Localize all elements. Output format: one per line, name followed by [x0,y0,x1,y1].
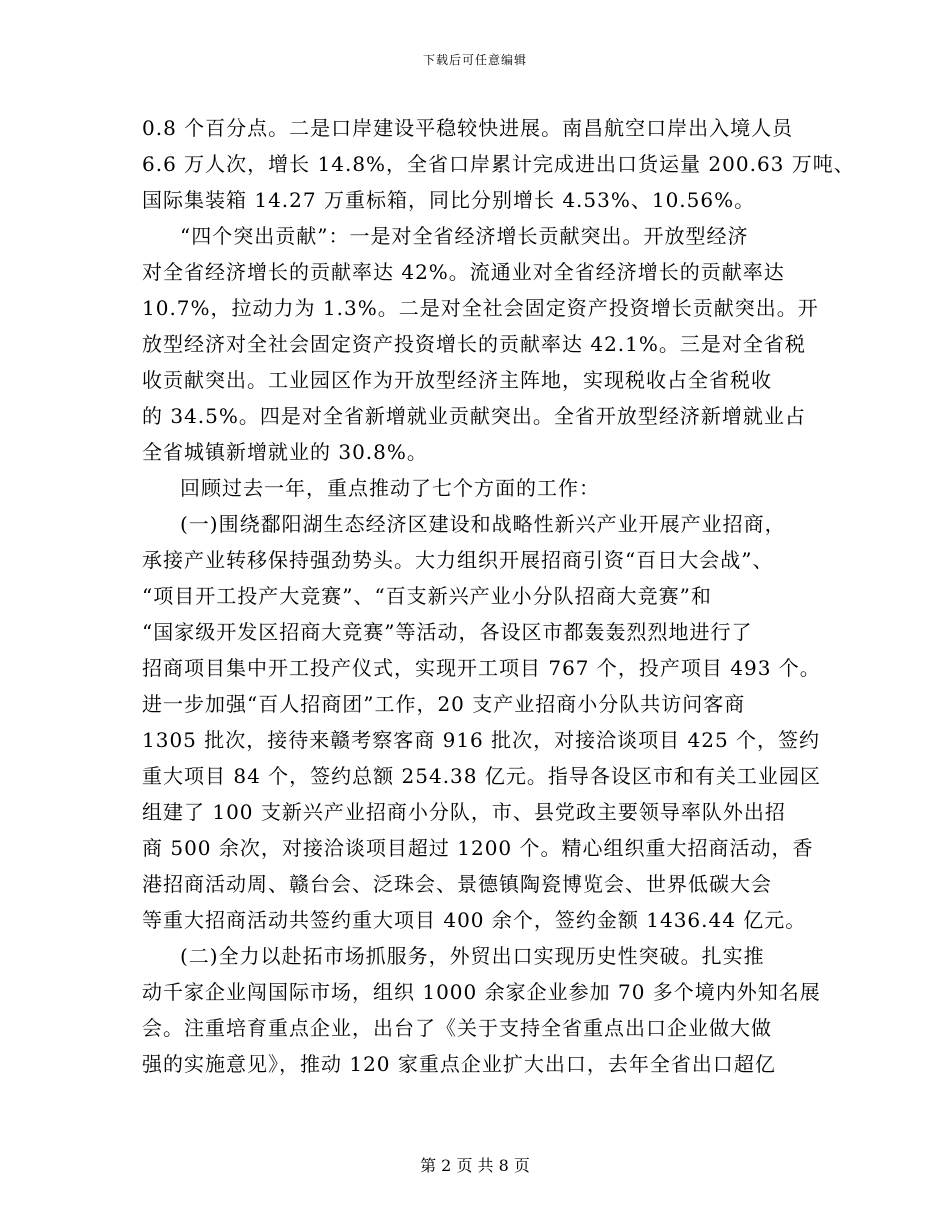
text-line: 0.8 个百分点。二是口岸建设平稳较快进展。南昌航空口岸出入境人员 [142,116,794,140]
page-header: 下载后可任意编辑 [422,53,527,67]
text-line: 动千家企业闯国际市场，组织 1000 余家企业参加 70 多个境内外知名展 [142,980,821,1004]
text-line: 承接产业转移保持强劲势头。大力组织开展招商引资“百日大会战”、 [142,548,774,572]
text-line: 会。注重培育重点企业，出台了《关于支持全省重点出口企业做大做 [142,1016,772,1040]
text-line: 强的实施意见》，推动 120 家重点企业扩大出口，去年全省出口超亿 [142,1052,776,1076]
text-line: 港招商活动周、赣台会、泛珠会、景德镇陶瓷博览会、世界低碳大会 [142,872,772,896]
text-line: 的 34.5%。四是对全省新增就业贡献突出。全省开放型经济新增就业占 [142,404,806,428]
text-line: 重大项目 84 个，签约总额 254.38 亿元。指导各设区市和有关工业园区 [142,764,821,788]
text-line: 全省城镇新增就业的 30.8%。 [142,440,428,464]
text-line: 收贡献突出。工业园区作为开放型经济主阵地，实现税收占全省税收 [142,368,772,392]
paragraph-first-line: (二)全力以赴拓市场抓服务，外贸出口实现历史性突破。扎实推 [180,944,765,968]
paragraph-first-line: “四个突出贡献”：一是对全省经济增长贡献突出。开放型经济 [180,224,749,248]
text-line: “国家级开发区招商大竞赛”等活动，各设区市都轰轰烈烈地进行了 [142,620,753,644]
text-line: 组建了 100 支新兴产业招商小分队，市、县党政主要领导率队外出招 [142,800,786,824]
paragraph-first-line: (一)围绕鄱阳湖生态经济区建设和战略性新兴产业开展产业招商， [180,512,786,536]
paragraph-first-line: 回顾过去一年，重点推动了七个方面的工作： [180,476,600,500]
text-line: 6.6 万人次，增长 14.8%，全省口岸累计完成进出口货运量 200.63 万吨、 [142,152,855,176]
text-line: 1305 批次，接待来赣考察客商 916 批次，对接洽谈项目 425 个，签约 [142,728,821,752]
page-footer: 第 2 页 共 8 页 [420,1156,530,1175]
text-line: 进一步加强“百人招商团”工作，20 支产业招商小分队共访问客商 [142,692,746,716]
text-line: 国际集装箱 14.27 万重标箱，同比分别增长 4.53%、10.56%。 [142,188,756,212]
text-line: 商 500 余次，对接洽谈项目超过 1200 个。精心组织重大招商活动，香 [142,836,814,860]
text-line: 招商项目集中开工投产仪式，实现开工项目 767 个，投产项目 493 个。 [142,656,821,680]
text-line: 放型经济对全社会固定资产投资增长的贡献率达 42.1%。三是对全省税 [142,332,806,356]
text-line: 对全省经济增长的贡献率达 42%。流通业对全省经济增长的贡献率达 [142,260,785,284]
text-line: “项目开工投产大竞赛”、“百支新兴产业小分队招商大竞赛”和 [142,584,712,608]
text-line: 等重大招商活动共签约重大项目 400 余个，签约金额 1436.44 亿元。 [142,908,807,932]
text-line: 10.7%，拉动力为 1.3%。二是对全社会固定资产投资增长贡献突出。开 [142,296,819,320]
document-body [142,110,855,1082]
